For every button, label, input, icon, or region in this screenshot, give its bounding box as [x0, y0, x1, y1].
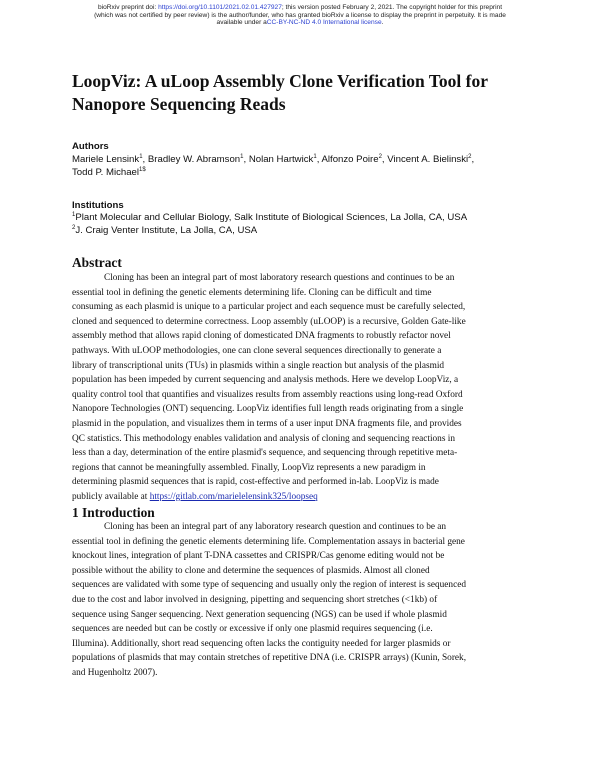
introduction-body	[72, 520, 534, 681]
abstract-line: assembly method that allows rapid cloning of domesticated DNA fragments to robustly refactor novel	[72, 331, 451, 342]
abstract-line: Cloning has been an integral part of most laboratory research questions and continues to be an	[104, 273, 455, 283]
abstract-line: quality control tool that quantifies and visualizes results from assembly reactions using long-read Oxford	[72, 389, 463, 400]
abstract-line: QC statistics. This methodology enables validation and analysis of cloning and sequencing reactions in	[72, 433, 455, 444]
abstract-line: Nanopore Technologies (ONT) sequencing. LoopViz identifies full length reads originating from a single	[72, 404, 464, 415]
abstract-line: determining plasmid sequences that is rapid, cost-effective and performed in-lab. LoopViz is made	[72, 477, 439, 488]
institutions-heading: Institutions	[72, 200, 124, 211]
abstract-line: population has been impeded by current sequencing and analysis methods. Here we develop LoopViz, a	[72, 375, 459, 386]
author-affiliation: 1	[313, 154, 317, 160]
author-separator: ,	[243, 154, 249, 165]
author-affiliation: 1$	[139, 167, 146, 173]
author-name: Alfonzo Poire	[321, 154, 379, 165]
introduction-line: and Hugenholtz 2007).	[72, 667, 158, 678]
abstract-line: essential tool in defining the genetic elements determining life. Cloning can be difficult and time	[72, 287, 432, 298]
institution-number: 2	[72, 225, 76, 231]
introduction-line: possible without the ability to clone and determine the sequences of plasmids. Almost all cloned	[72, 565, 430, 576]
banner-line-3: available under aCC-BY-NC-ND 4.0 International license.	[216, 19, 384, 27]
abstract-line: regions that cannot be meaningfully assembled. Finally, LoopViz represents a new paradigm in	[72, 462, 426, 473]
author-separator: ,	[142, 154, 148, 165]
author	[387, 154, 474, 165]
author-affiliation: 1	[240, 154, 244, 160]
author-name: Vincent A. Bielinski	[387, 154, 469, 165]
license-link[interactable]: CC-BY-NC-ND 4.0 International license	[266, 19, 382, 27]
introduction-heading: 1 Introduction	[72, 505, 155, 520]
author-name: Bradley W. Abramson	[147, 154, 241, 165]
author-separator: ,	[471, 154, 475, 165]
introduction-line: sequences are needed but can be costly or excessive if only one plasmid requires sequencing (i.e.	[72, 624, 433, 635]
banner-line-2: (which was not certified by peer review) is the author/funder, who has granted bioRxiv a license to display the preprint in perpetuity. It is made	[94, 11, 506, 19]
institution-item	[72, 224, 542, 237]
title-line-2: Nanopore Sequencing Reads	[72, 94, 286, 114]
introduction-line: sequence using Sanger sequencing. Next generation sequencing (NGS) can be used if whole plasmid	[72, 609, 447, 620]
banner-line-1: bioRxiv preprint doi: https://doi.org/10.1101/2021.02.01.427927; this version posted February 2, 2021. The copyright holder for this preprint	[97, 4, 503, 11]
author	[72, 154, 148, 165]
abstract-line: plasmid in the population, and visualizes them in terms of a user input DNA fragments file, and provides	[72, 418, 462, 429]
institution-item	[72, 211, 542, 224]
author	[322, 154, 388, 165]
author-list	[72, 153, 542, 179]
introduction-line: knockout lines, integration of plant T-DNA cassettes and CRISPR/Cas genome editing would not be	[72, 551, 445, 562]
abstract-heading: Abstract	[72, 255, 122, 270]
author-name: Nolan Hartwick	[248, 154, 314, 165]
abstract-line: pathways. With uLOOP methodologies, one can clone several sequences directionally to generate a	[72, 345, 442, 356]
introduction-line: populations of plasmids that may contain stretches of repetitive DNA (i.e. CRISPR arrays) (Kunin, Sorek,	[72, 653, 467, 664]
author-affiliation: 2	[378, 154, 382, 160]
institution-name: Plant Molecular and Cellular Biology, Salk Institute of Biological Sciences, La Jolla, CA, USA	[75, 212, 468, 223]
doi-link[interactable]: https://doi.org/10.1101/2021.02.01.427927	[158, 4, 282, 11]
institution-number: 1	[72, 212, 76, 218]
author	[148, 154, 249, 165]
introduction-line: essential tool in defining the genetic elements determining life. Complementation assays in bacterial gene	[72, 536, 465, 547]
introduction-line: due to the cost and labor involved in designing, pipetting and sequencing short stretches (<1kb) of	[72, 594, 438, 605]
preprint-banner	[0, 4, 600, 27]
paper-title	[72, 70, 542, 116]
institution-name: J. Craig Venter Institute, La Jolla, CA, USA	[75, 225, 258, 236]
abstract-line	[72, 490, 534, 505]
author-affiliation: 2	[468, 154, 472, 160]
author	[72, 167, 146, 178]
abstract-body	[72, 271, 534, 505]
introduction-line: sequences are validated with some type of sequencing and usually only the region of interest is sequenced	[72, 580, 466, 591]
institution-list	[72, 211, 542, 237]
author-affiliation: 1	[139, 154, 143, 160]
introduction-line: Cloning has been an integral part of any laboratory research question and continues to be an	[104, 522, 447, 532]
author-name: Todd P. Michael	[72, 167, 140, 178]
abstract-line: consuming as each plasmid is unique to a particular project and each sequence must be carefully selected,	[72, 302, 466, 313]
abstract-line: library of transcriptional units (TUs) in plasmids within a single reaction but analysis of the plasmid	[72, 360, 445, 371]
author	[249, 154, 322, 165]
abstract-line: less than a day, determination of the entire plasmid's sequence, and sequencing through repetitive meta-	[72, 448, 458, 459]
author-separator: ,	[381, 154, 388, 165]
abstract-availability-text: publicly available at	[72, 491, 150, 502]
author-separator: ,	[316, 154, 322, 165]
author-name: Mariele Lensink	[72, 154, 140, 165]
authors-heading: Authors	[72, 141, 109, 152]
repository-link[interactable]: https://gitlab.com/marielelensink325/loopseq	[149, 491, 318, 502]
title-line-1: LoopViz: A uLoop Assembly Clone Verification Tool for	[72, 71, 489, 91]
introduction-line: Illumina). Additionally, short read sequencing often lacks the contiguity needed for larger plasmids or	[72, 638, 451, 649]
abstract-line: cloned and sequenced to determine correctness. Loop assembly (uLOOP) is a recursive, Golden Gate-like	[72, 316, 466, 327]
